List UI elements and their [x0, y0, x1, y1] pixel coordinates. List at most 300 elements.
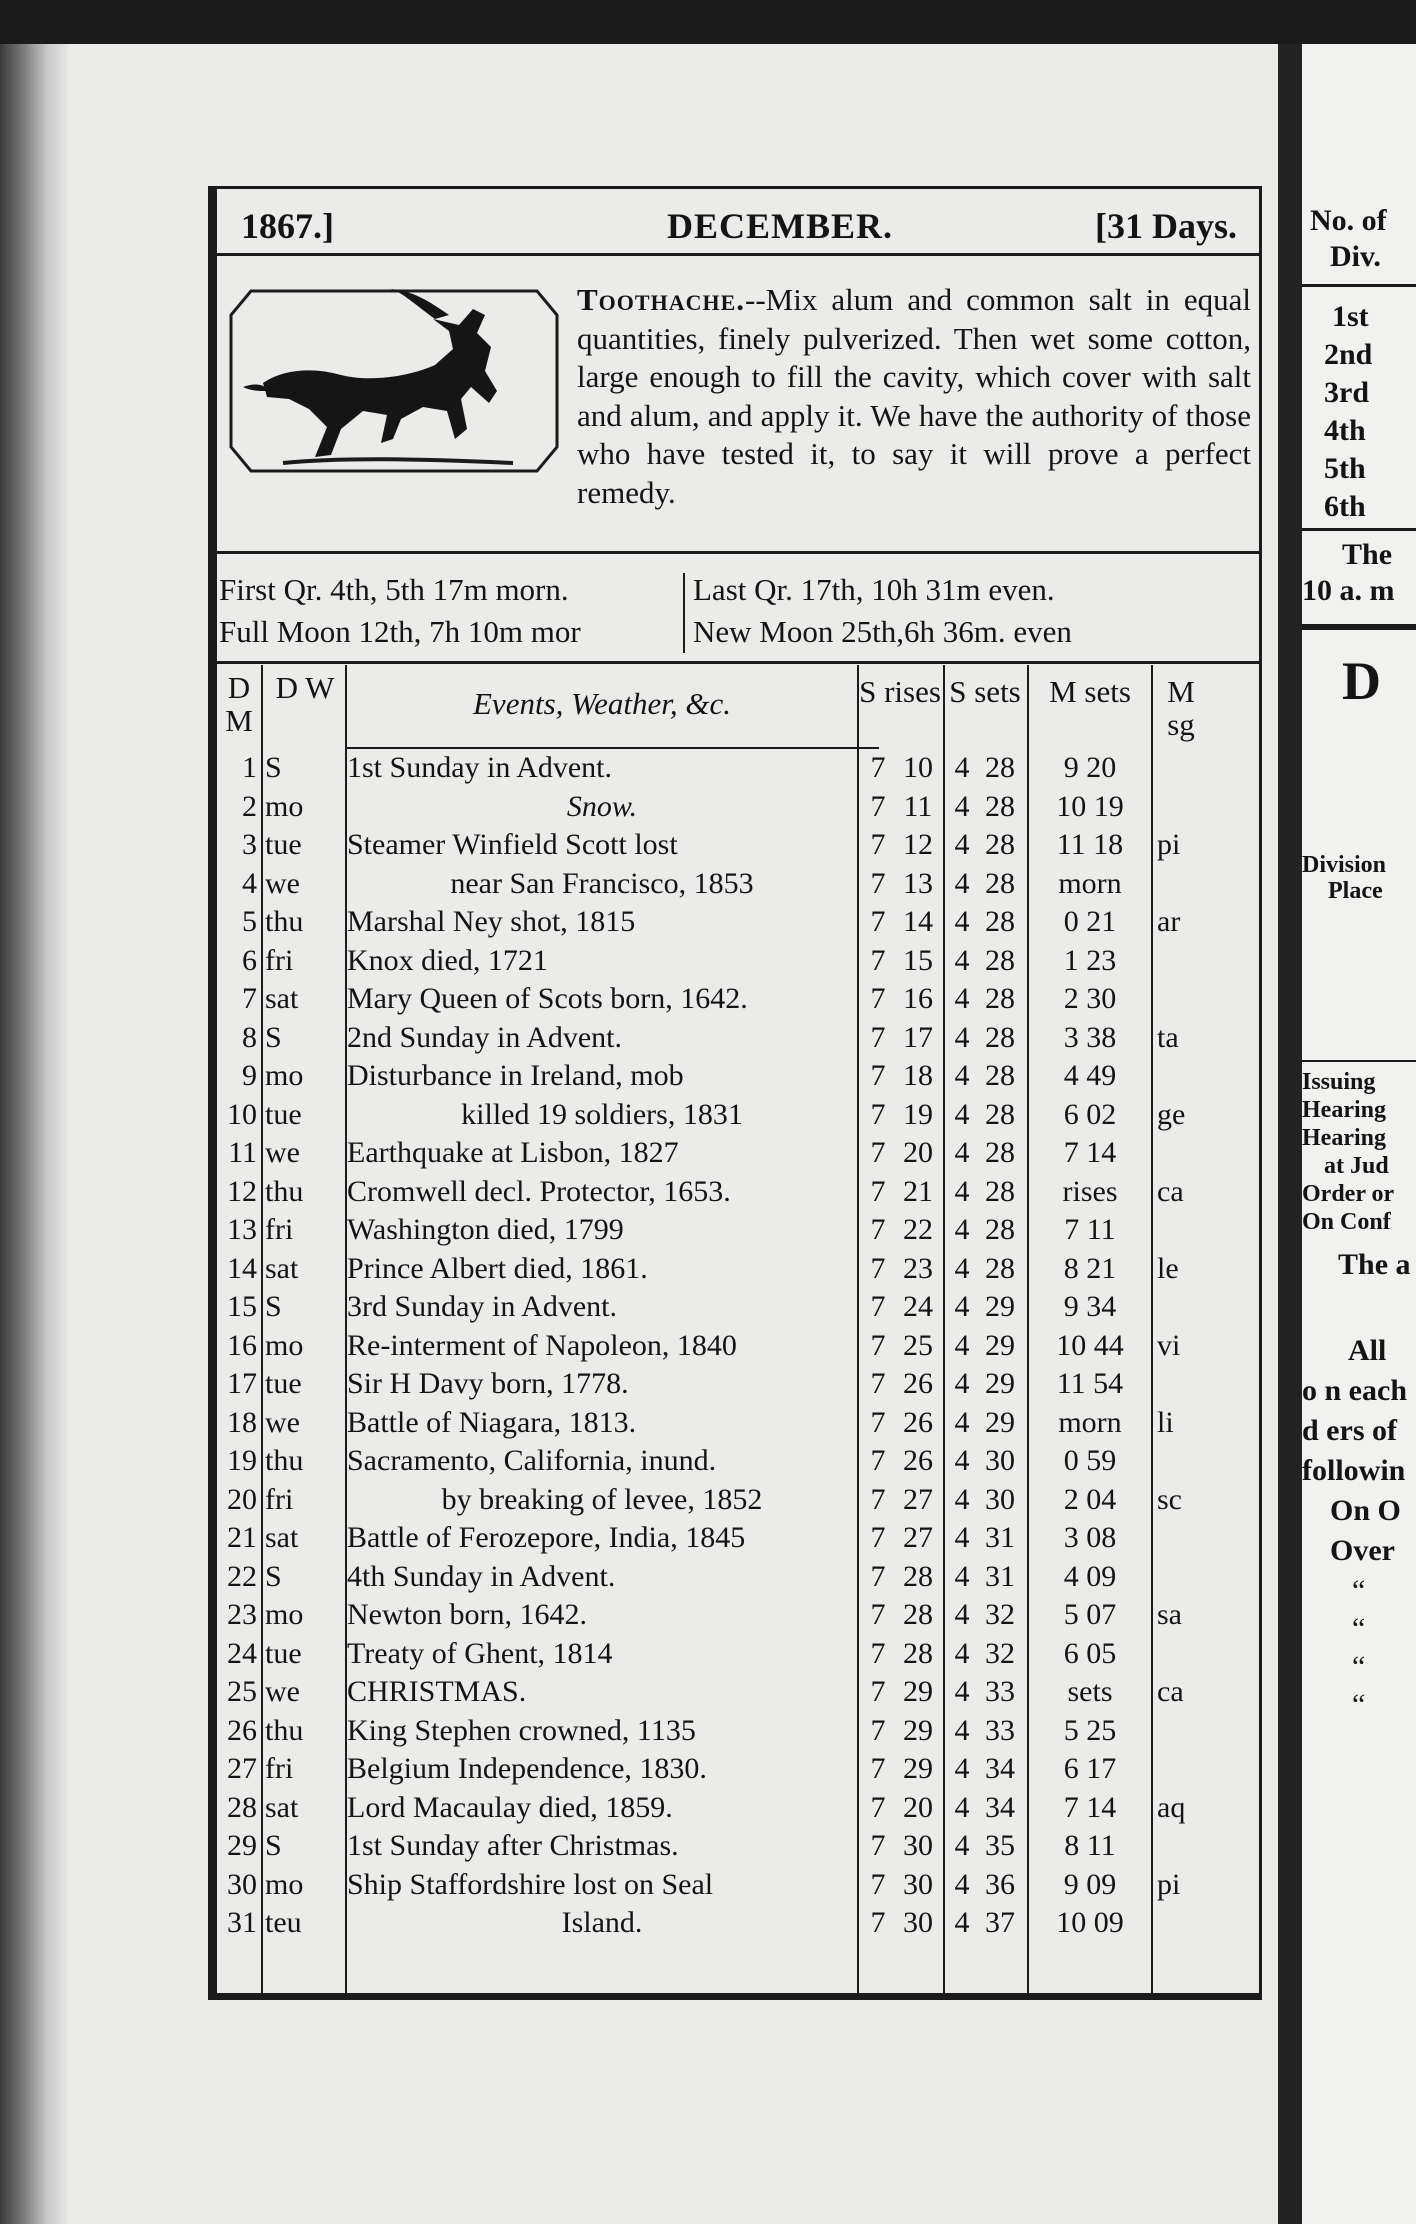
sun-set-hour: 4	[954, 1829, 970, 1862]
sun-set-minute: 28	[985, 1097, 1015, 1131]
sun-rise-minute: 25	[903, 1328, 933, 1362]
day-of-month: 18	[227, 1405, 257, 1439]
moon-sign: li	[1157, 1405, 1174, 1439]
day-of-week: sat	[265, 982, 299, 1015]
event-text: killed 19 soldiers, 1831	[461, 1097, 743, 1131]
sun-set-minute: 32	[985, 1636, 1015, 1670]
sun-rise-minute: 19	[903, 1097, 933, 1131]
day-of-week: sat	[265, 1790, 299, 1824]
new-moon: New Moon 25th,6h 36m. even	[693, 614, 1072, 649]
sun-set-minute: 28	[985, 1251, 1015, 1285]
moon-sets: 8 21	[1063, 1251, 1117, 1285]
sun-rise-hour: 7	[870, 1405, 886, 1439]
event-text: CHRISTMAS.	[347, 1675, 527, 1708]
moon-sign: sa	[1157, 1598, 1182, 1631]
rp-div-3: 3rd	[1324, 376, 1369, 409]
table-row	[217, 1288, 1259, 1327]
event-text: King Stephen crowned, 1135	[347, 1713, 696, 1747]
rp-hearing-3: Hearing	[1302, 1125, 1386, 1151]
sun-rise-hour: 7	[870, 828, 886, 861]
table-row	[217, 1827, 1259, 1866]
day-of-month: 2	[242, 789, 257, 823]
sun-set-hour: 4	[954, 1174, 970, 1208]
event-text: near San Francisco, 1853	[450, 866, 754, 900]
sun-set-minute: 30	[985, 1482, 1015, 1516]
sun-rise-minute: 29	[903, 1752, 933, 1785]
sun-rise-hour: 7	[870, 1482, 886, 1516]
sun-set-minute: 28	[985, 789, 1015, 823]
day-of-month: 9	[242, 1059, 257, 1092]
sun-rise-minute: 16	[903, 982, 933, 1015]
full-moon: Full Moon 12th, 7h 10m mor	[219, 614, 581, 649]
sun-rise-minute: 15	[903, 943, 933, 977]
table-row	[217, 1789, 1259, 1828]
moon-sets: 6 05	[1063, 1636, 1117, 1670]
rp-div-4: 4th	[1324, 414, 1366, 447]
moon-sets: 1 23	[1063, 943, 1117, 977]
sun-rise-minute: 27	[903, 1482, 933, 1516]
table-row	[217, 1365, 1259, 1404]
sun-set-hour: 4	[954, 789, 970, 823]
day-of-month: 15	[227, 1290, 257, 1323]
sun-rise-hour: 7	[870, 866, 886, 900]
note-body: --Mix alum and common salt in equal quantities, finely pulverized. Then wet some cotton, large enough to fill the cavity, which cover with salt and alum, and apply it. We have the authority of those who have tested it, to say it will prove a perfect remedy.	[577, 282, 1251, 510]
moon-sign: pi	[1157, 1867, 1181, 1901]
sun-set-hour: 4	[954, 1097, 970, 1131]
moon-sets: 2 04	[1063, 1482, 1117, 1516]
sun-rise-minute: 18	[903, 1059, 933, 1092]
day-of-month: 17	[227, 1367, 257, 1400]
sun-rise-hour: 7	[870, 751, 886, 784]
day-of-month: 10	[227, 1097, 257, 1131]
sun-set-minute: 28	[985, 866, 1015, 900]
header-rule	[217, 253, 1259, 256]
sun-rise-minute: 14	[903, 905, 933, 938]
day-of-week: we	[265, 1136, 300, 1169]
day-of-month: 4	[242, 866, 257, 900]
rp-div-5: 5th	[1324, 452, 1366, 485]
day-of-month: 31	[227, 1906, 257, 1939]
event-text: Knox died, 1721	[347, 943, 548, 977]
table-row	[217, 1481, 1259, 1520]
event-text: Sacramento, California, inund.	[347, 1444, 717, 1477]
sun-rise-minute: 30	[903, 1829, 933, 1862]
rp-ders: d ers of	[1302, 1414, 1397, 1447]
rp-on-o: On O	[1330, 1494, 1401, 1527]
illustration-space	[225, 281, 577, 495]
sun-set-minute: 31	[985, 1521, 1015, 1554]
rp-each: o n each	[1302, 1374, 1407, 1407]
sun-rise-hour: 7	[870, 1174, 886, 1208]
rp-division: Division	[1302, 852, 1387, 878]
sun-set-minute: 34	[985, 1790, 1015, 1824]
day-of-week: thu	[265, 1713, 304, 1747]
book-binding-shadow	[0, 44, 68, 2224]
sun-set-hour: 4	[954, 1367, 970, 1400]
moon-sets: 0 21	[1063, 905, 1117, 938]
day-of-week: S	[265, 1559, 282, 1593]
sun-set-minute: 29	[985, 1328, 1015, 1362]
sun-set-hour: 4	[954, 982, 970, 1015]
sun-set-hour: 4	[954, 1752, 970, 1785]
rp-hearing-5: Order or	[1302, 1181, 1395, 1207]
rp-ditto-2: “	[1352, 1612, 1366, 1645]
rp-rule-3	[1302, 624, 1416, 630]
moon-sign: pi	[1157, 828, 1181, 861]
sun-rise-hour: 7	[870, 1675, 886, 1708]
event-text: Ship Staffordshire lost on Seal	[347, 1867, 714, 1901]
table-row	[217, 1635, 1259, 1674]
rp-hearing-6: On Conf	[1302, 1209, 1391, 1235]
sun-rise-minute: 23	[903, 1251, 933, 1285]
event-text: Disturbance in Ireland, mob	[347, 1059, 684, 1092]
sun-set-minute: 28	[985, 1174, 1015, 1208]
note-title: Toothache.	[577, 282, 745, 317]
sun-rise-minute: 30	[903, 1867, 933, 1901]
event-text: 2nd Sunday in Advent.	[347, 1020, 622, 1054]
event-text: Snow.	[566, 789, 638, 823]
sun-set-minute: 29	[985, 1367, 1015, 1400]
sun-set-hour: 4	[954, 1059, 970, 1092]
page-header	[217, 193, 1259, 249]
day-of-month: 25	[227, 1675, 257, 1708]
sun-rise-hour: 7	[870, 1790, 886, 1824]
toothache-note	[225, 281, 1251, 541]
sun-rise-minute: 27	[903, 1521, 933, 1554]
day-of-week: we	[265, 1405, 300, 1439]
day-of-month: 5	[242, 905, 257, 938]
sun-rise-minute: 26	[903, 1405, 933, 1439]
sun-set-hour: 4	[954, 1328, 970, 1362]
day-of-week: fri	[265, 943, 294, 977]
rp-rule-4	[1302, 1060, 1416, 1062]
sun-set-minute: 33	[985, 1675, 1015, 1708]
sun-rise-minute: 10	[903, 751, 933, 784]
day-of-month: 26	[227, 1713, 257, 1747]
table-row	[217, 1673, 1259, 1712]
sun-rise-hour: 7	[870, 1328, 886, 1362]
day-of-month: 29	[227, 1829, 257, 1862]
table-row	[217, 788, 1259, 827]
day-of-month: 16	[227, 1328, 257, 1362]
day-of-month: 24	[227, 1636, 257, 1670]
day-of-month: 12	[227, 1174, 257, 1208]
sun-rise-minute: 22	[903, 1213, 933, 1246]
sun-set-hour: 4	[954, 1482, 970, 1516]
rp-ditto-4: “	[1352, 1688, 1366, 1721]
rp-10am: 10 a. m	[1302, 574, 1395, 607]
day-of-week: tue	[265, 828, 302, 861]
day-of-week: tue	[265, 1097, 302, 1131]
day-of-week: S	[265, 1020, 282, 1054]
event-text: Steamer Winfield Scott lost	[347, 828, 678, 861]
day-of-week: S	[265, 751, 282, 784]
day-of-month: 23	[227, 1598, 257, 1631]
sun-rise-minute: 28	[903, 1559, 933, 1593]
moon-sets: 5 07	[1063, 1598, 1117, 1631]
moon-sign: ge	[1157, 1097, 1186, 1131]
event-text: Belgium Independence, 1830.	[347, 1752, 707, 1785]
rp-all: All	[1348, 1334, 1387, 1367]
sun-rise-hour: 7	[870, 1559, 886, 1593]
table-row	[217, 826, 1259, 865]
sun-set-hour: 4	[954, 943, 970, 977]
table-row	[217, 1596, 1259, 1635]
day-of-month: 6	[242, 943, 257, 977]
moon-sign: ar	[1157, 905, 1181, 938]
sun-set-minute: 37	[985, 1906, 1015, 1939]
sun-set-hour: 4	[954, 1790, 970, 1824]
day-of-month: 11	[228, 1136, 257, 1169]
sun-set-hour: 4	[954, 1675, 970, 1708]
sun-set-hour: 4	[954, 1906, 970, 1939]
day-of-month: 7	[242, 982, 257, 1015]
sun-set-minute: 29	[985, 1290, 1015, 1323]
day-of-week: teu	[265, 1906, 302, 1939]
rp-hearing-2: Hearing	[1302, 1097, 1386, 1123]
day-of-week: tue	[265, 1636, 302, 1670]
moon-sets: 11 54	[1056, 1367, 1124, 1400]
moon-sets: 4 09	[1063, 1559, 1117, 1593]
sun-set-hour: 4	[954, 1405, 970, 1439]
table-row	[217, 1750, 1259, 1789]
moon-sign: ca	[1157, 1675, 1184, 1708]
rp-hearing-4: at Jud	[1324, 1153, 1389, 1179]
day-of-week: mo	[265, 1867, 304, 1901]
moon-divider	[683, 573, 685, 653]
sun-set-minute: 28	[985, 1136, 1015, 1169]
moon-sets: morn	[1058, 1405, 1122, 1439]
col-moon-sets: M sets	[1049, 674, 1131, 709]
sun-rise-hour: 7	[870, 1598, 886, 1631]
note-rule	[217, 551, 1259, 554]
rp-the: The	[1342, 538, 1393, 571]
day-of-week: sat	[265, 1251, 299, 1285]
book-gutter	[1278, 44, 1302, 2224]
rp-rule	[1302, 284, 1416, 287]
moon-sets: 10 19	[1056, 789, 1124, 823]
sun-set-hour: 4	[954, 905, 970, 938]
sun-rise-minute: 13	[903, 866, 933, 900]
event-text: Battle of Niagara, 1813.	[347, 1405, 637, 1439]
sun-rise-hour: 7	[870, 943, 886, 977]
day-of-month: 8	[242, 1020, 257, 1054]
sun-rise-minute: 26	[903, 1444, 933, 1477]
sun-rise-hour: 7	[870, 1713, 886, 1747]
event-text: Island.	[561, 1906, 643, 1939]
sun-set-minute: 35	[985, 1829, 1015, 1862]
moon-sets: sets	[1067, 1675, 1113, 1708]
col-sun-sets: S sets	[949, 674, 1021, 709]
table-row	[217, 1211, 1259, 1250]
event-text: Washington died, 1799	[347, 1213, 624, 1246]
table-row	[217, 1519, 1259, 1558]
sun-rise-hour: 7	[870, 1213, 886, 1246]
day-of-month: 22	[227, 1559, 257, 1593]
event-text: Battle of Ferozepore, India, 1845	[347, 1521, 746, 1554]
moon-sets: 10 09	[1056, 1906, 1124, 1939]
sun-set-hour: 4	[954, 1713, 970, 1747]
sun-set-minute: 28	[985, 943, 1015, 977]
sun-set-hour: 4	[954, 1251, 970, 1285]
sun-set-hour: 4	[954, 1290, 970, 1323]
sun-set-minute: 33	[985, 1713, 1015, 1747]
event-text: by breaking of levee, 1852	[441, 1482, 763, 1516]
moon-sets: 7 14	[1063, 1790, 1117, 1824]
event-text: Newton born, 1642.	[347, 1598, 587, 1631]
sun-set-minute: 36	[985, 1867, 1015, 1901]
day-of-week: S	[265, 1829, 282, 1862]
sun-rise-hour: 7	[870, 1290, 886, 1323]
event-text: Lord Macaulay died, 1859.	[347, 1790, 673, 1824]
day-of-week: we	[265, 866, 300, 900]
table-row	[217, 1173, 1259, 1212]
sun-set-minute: 28	[985, 1213, 1015, 1246]
days-count: [31 Days.	[1095, 206, 1237, 246]
sun-set-minute: 30	[985, 1444, 1015, 1477]
sun-rise-hour: 7	[870, 1867, 886, 1901]
table-row	[217, 865, 1259, 904]
moon-sign: aq	[1157, 1790, 1186, 1824]
table-row	[217, 1250, 1259, 1289]
rp-ditto-1: “	[1352, 1574, 1366, 1607]
sun-rise-minute: 21	[903, 1174, 933, 1208]
day-of-week: mo	[265, 789, 304, 823]
rp-place: Place	[1328, 878, 1383, 904]
moon-sets: 7 14	[1063, 1136, 1117, 1169]
rp-div-2: 2nd	[1324, 338, 1373, 371]
sun-rise-hour: 7	[870, 1444, 886, 1477]
moon-sets: 9 34	[1063, 1290, 1117, 1323]
moon-sets: 9 09	[1063, 1867, 1117, 1901]
sun-rise-hour: 7	[870, 1097, 886, 1131]
table-row	[217, 903, 1259, 942]
right-page-fragment	[1302, 44, 1416, 2224]
event-text: 1st Sunday in Advent.	[347, 751, 613, 784]
moon-phases-left	[219, 569, 581, 653]
sun-rise-minute: 24	[903, 1290, 933, 1323]
day-of-week: fri	[265, 1213, 294, 1246]
moon-sign: ca	[1157, 1174, 1184, 1208]
event-text: Prince Albert died, 1861.	[347, 1251, 648, 1285]
sun-set-minute: 32	[985, 1598, 1015, 1631]
day-of-month: 30	[227, 1867, 257, 1901]
moon-sets: 8 11	[1064, 1829, 1116, 1862]
event-text: Treaty of Ghent, 1814	[347, 1636, 613, 1670]
almanac-frame	[208, 186, 1262, 2000]
moon-sets: 7 11	[1064, 1213, 1116, 1246]
sun-set-minute: 28	[985, 1059, 1015, 1092]
sun-rise-minute: 26	[903, 1367, 933, 1400]
moon-sets: morn	[1058, 866, 1122, 900]
table-row	[217, 1442, 1259, 1481]
sun-rise-minute: 11	[903, 789, 933, 823]
moon-sets: 10 44	[1056, 1328, 1124, 1362]
col-events: Events, Weather, &c.	[473, 686, 731, 721]
month-title: DECEMBER.	[667, 206, 894, 246]
moon-sets: 11 18	[1056, 828, 1124, 861]
sun-rise-hour: 7	[870, 1829, 886, 1862]
table-row	[217, 1866, 1259, 1905]
sun-rise-hour: 7	[870, 1020, 886, 1054]
year-label: 1867.]	[241, 206, 334, 246]
day-of-week: fri	[265, 1752, 294, 1785]
day-of-month: 27	[227, 1752, 257, 1785]
event-text: 4th Sunday in Advent.	[347, 1559, 616, 1593]
moon-sign: sc	[1157, 1482, 1182, 1516]
sun-set-minute: 28	[985, 828, 1015, 861]
table-row	[217, 1057, 1259, 1096]
rp-the-a: The a	[1338, 1248, 1411, 1281]
table-row	[217, 1327, 1259, 1366]
sun-set-minute: 28	[985, 1020, 1015, 1054]
table-row	[217, 1558, 1259, 1597]
day-of-week: thu	[265, 1174, 304, 1208]
event-text: 3rd Sunday in Advent.	[347, 1290, 617, 1323]
rp-big-letter: D	[1342, 651, 1381, 711]
moon-sets: 4 49	[1063, 1059, 1117, 1092]
sun-set-hour: 4	[954, 1521, 970, 1554]
table-row	[217, 1904, 1259, 1943]
sun-rise-hour: 7	[870, 1251, 886, 1285]
sun-rise-minute: 29	[903, 1675, 933, 1708]
moon-sets: 6 02	[1063, 1097, 1117, 1131]
sun-rise-hour: 7	[870, 1059, 886, 1092]
moon-sign: vi	[1157, 1328, 1181, 1362]
sun-set-hour: 4	[954, 1213, 970, 1246]
rp-following: followin	[1302, 1454, 1406, 1487]
day-of-week: thu	[265, 1444, 304, 1477]
day-of-week: mo	[265, 1598, 304, 1631]
sun-set-hour: 4	[954, 1020, 970, 1054]
sun-rise-minute: 20	[903, 1136, 933, 1169]
moon-sets: 3 38	[1063, 1020, 1117, 1054]
day-of-month: 19	[227, 1444, 257, 1477]
rp-rule-2	[1302, 528, 1416, 531]
day-of-month: 1	[242, 751, 257, 784]
day-of-month: 13	[227, 1213, 257, 1246]
day-of-week: S	[265, 1290, 282, 1323]
moon-sets: rises	[1062, 1174, 1118, 1208]
sun-set-hour: 4	[954, 1867, 970, 1901]
sun-set-hour: 4	[954, 1598, 970, 1631]
sun-rise-minute: 30	[903, 1906, 933, 1939]
table-row	[217, 942, 1259, 981]
sun-set-hour: 4	[954, 1636, 970, 1670]
moon-sets: 0 59	[1063, 1444, 1117, 1477]
table-row	[217, 1712, 1259, 1751]
table-row	[217, 1134, 1259, 1173]
event-text: Mary Queen of Scots born, 1642.	[347, 982, 748, 1015]
sun-set-minute: 31	[985, 1559, 1015, 1593]
moon-sign: le	[1157, 1251, 1179, 1285]
sun-set-minute: 29	[985, 1405, 1015, 1439]
event-text: Marshal Ney shot, 1815	[347, 905, 636, 938]
sun-rise-hour: 7	[870, 1752, 886, 1785]
sun-rise-hour: 7	[870, 982, 886, 1015]
table-row	[217, 1404, 1259, 1443]
table-row	[217, 1019, 1259, 1058]
day-of-week: mo	[265, 1059, 304, 1092]
sun-rise-minute: 29	[903, 1713, 933, 1747]
moon-sets: 5 25	[1063, 1713, 1117, 1747]
sun-set-minute: 28	[985, 982, 1015, 1015]
day-of-week: sat	[265, 1521, 299, 1554]
sun-rise-hour: 7	[870, 1906, 886, 1939]
sun-set-minute: 28	[985, 751, 1015, 784]
event-text: Earthquake at Lisbon, 1827	[347, 1136, 679, 1169]
col-moon-sign: M sg	[1167, 674, 1195, 742]
